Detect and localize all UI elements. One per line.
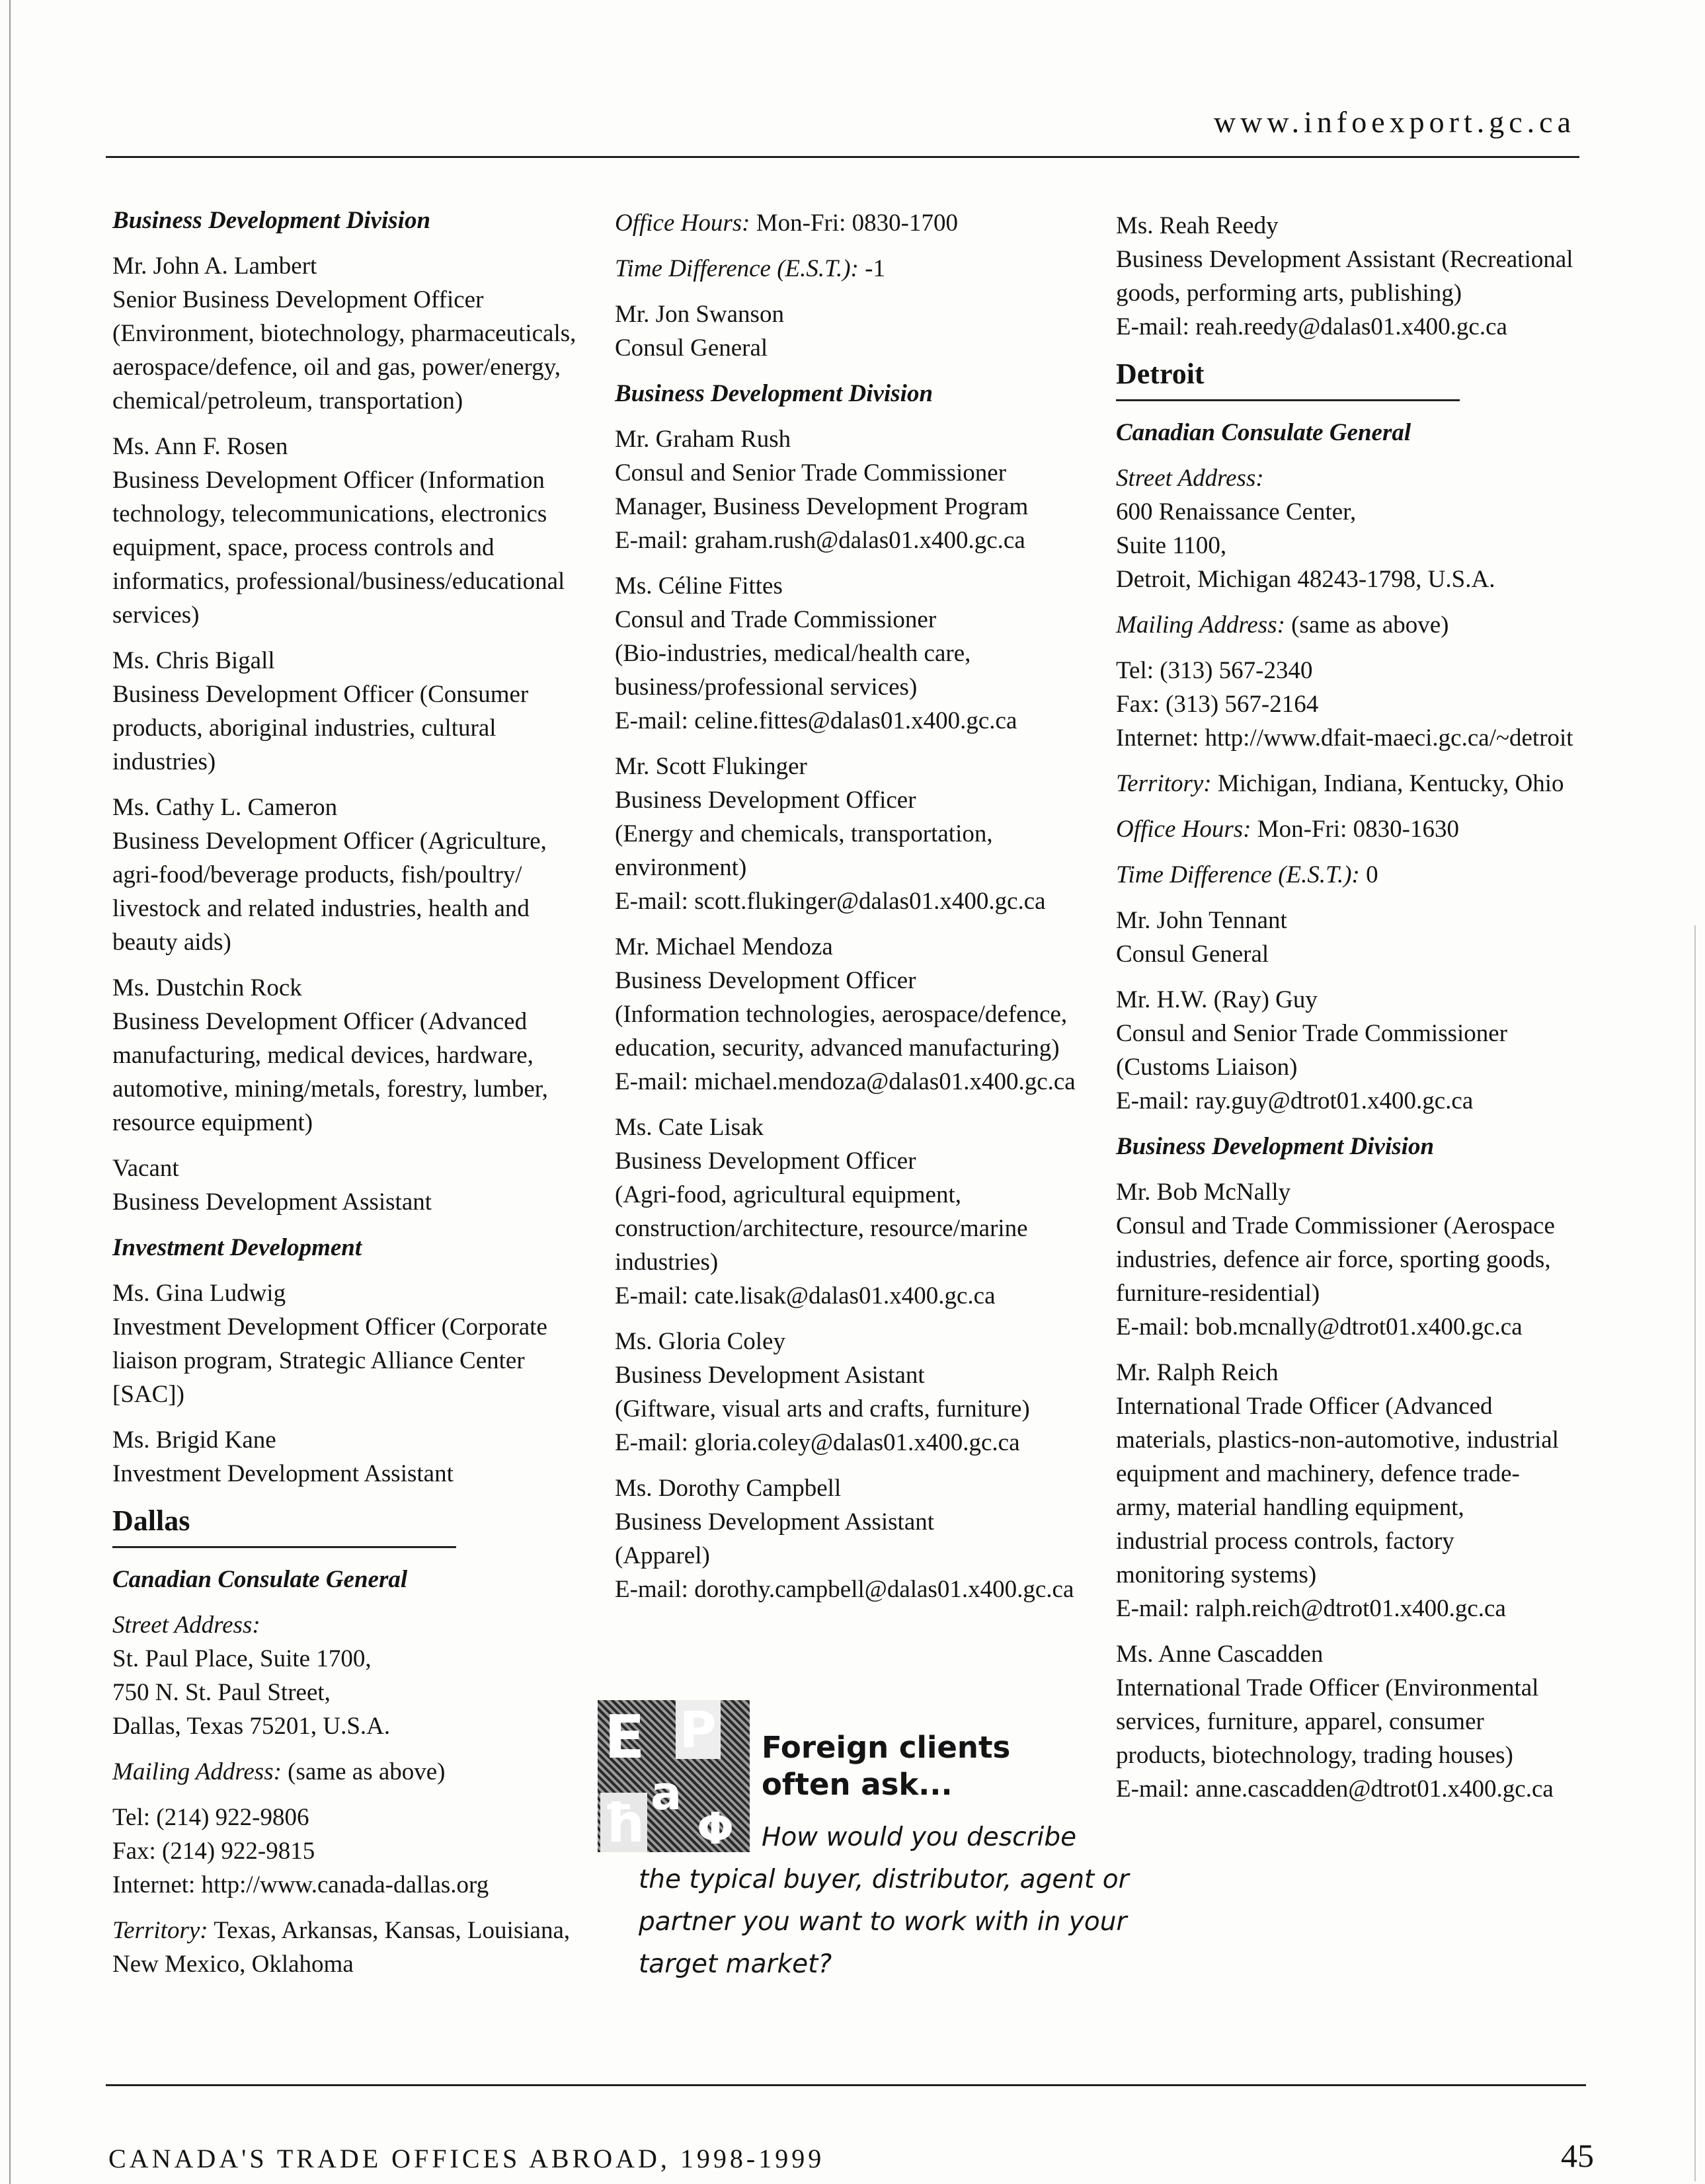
text-line: industries, defence air force, sporting goods, [1116, 1246, 1551, 1273]
street-address-label: Street Address: [1116, 465, 1264, 492]
text-line: E-mail: michael.mendoza@dalas01.x400.gc.ca [615, 1068, 1076, 1095]
text-line: equipment, space, process controls and [112, 534, 495, 561]
text-line: Mr. Scott Flukinger [615, 753, 807, 780]
text-line: Ms. Dustchin Rock [112, 974, 302, 1001]
street-address [1116, 461, 1592, 596]
text-line: materials, plastics-non-automotive, industrial [1116, 1426, 1559, 1454]
mailing-address-value: (same as above) [281, 1758, 446, 1785]
text-line: livestock and related industries, health and [112, 895, 530, 922]
text-line: technology, telecommunications, electronics [112, 500, 547, 527]
callout-question [598, 1816, 1129, 1986]
office-hours-label: Office Hours: [1116, 816, 1251, 843]
text-line: army, material handling equipment, [1116, 1494, 1464, 1521]
text-line: Ms. Cathy L. Cameron [112, 794, 338, 821]
contact-entry [615, 930, 1117, 1099]
text-line: Business Development Officer [615, 787, 916, 814]
street-address-lines [112, 1642, 588, 1743]
text-line: [SAC]) [112, 1381, 184, 1408]
text-line: Mr. John A. Lambert [112, 253, 317, 280]
contact-entry [1116, 983, 1592, 1118]
text-line: Ms. Dorothy Campbell [615, 1475, 842, 1502]
callout-collage-image: E P a ħ Φ [598, 1700, 750, 1852]
consulate-heading: Canadian Consulate General [1116, 419, 1411, 446]
text-line: aerospace/defence, oil and gas, power/energy, [112, 354, 561, 381]
office-hours [615, 206, 1117, 240]
text-line: Consul and Trade Commissioner (Aerospace [1116, 1212, 1555, 1239]
text-line: E-mail: ray.guy@dtrot01.x400.gc.ca [1116, 1087, 1474, 1114]
text-line: (Information technologies, aerospace/defence, [615, 1001, 1068, 1028]
text-line: Ms. Brigid Kane [112, 1426, 276, 1454]
office-hours-value: Mon-Fri: 0830-1630 [1251, 816, 1459, 843]
text-line: Dallas, Texas 75201, U.S.A. [112, 1713, 391, 1740]
contact-entry [615, 569, 1117, 738]
text-line: Mr. Jon Swanson [615, 301, 784, 328]
text-line: business/professional services) [615, 674, 918, 701]
text-line: Business Development Asistant [615, 1362, 925, 1389]
text-line: automotive, mining/metals, forestry, lumber, [112, 1075, 548, 1103]
text-line: chemical/petroleum, transportation) [112, 387, 463, 414]
office-hours-value: Mon-Fri: 0830-1700 [750, 210, 958, 237]
website-url: www.infoexport.gc.ca [1213, 105, 1575, 139]
text-line: Suite 1100, [1116, 532, 1227, 559]
text-line: construction/architecture, resource/marine [615, 1215, 1028, 1242]
callout-title: Foreign clients often ask... [762, 1730, 1011, 1802]
text-line: Mr. John Tennant [1116, 907, 1287, 934]
text-line: (Apparel) [615, 1542, 710, 1569]
text-line: 600 Renaissance Center, [1116, 498, 1357, 526]
text-line: Manager, Business Development Program [615, 493, 1029, 520]
text-line: Fax: (214) 922-9815 [112, 1838, 315, 1865]
text-line: Consul General [615, 334, 768, 362]
territory-label: Territory: [112, 1917, 208, 1944]
text-line: Ms. Chris Bigall [112, 647, 275, 674]
street-address-lines [1116, 495, 1592, 596]
text-line: (Agri-food, agricultural equipment, [615, 1181, 961, 1208]
text-line: Business Development Officer (Consumer [112, 681, 529, 708]
scan-edge-left [9, 0, 11, 2184]
column-3 [1116, 209, 1592, 1818]
time-difference-label: Time Difference (E.S.T.): [1116, 861, 1360, 888]
text-line: resource equipment) [112, 1109, 313, 1136]
text-line: industrial process controls, factory [1116, 1528, 1454, 1555]
time-difference-value: -1 [858, 255, 885, 282]
text-line: 750 N. St. Paul Street, [112, 1679, 331, 1706]
text-line: E-mail: celine.fittes@dalas01.x400.gc.ca [615, 707, 1017, 734]
contact-entry [615, 297, 1117, 365]
consulate-heading: Canadian Consulate General [112, 1566, 408, 1593]
text-line: E-mail: dorothy.campbell@dalas01.x400.gc.ca [615, 1576, 1074, 1603]
contact-entry [112, 971, 588, 1140]
section-heading-bdd: Business Development Division [1116, 1133, 1435, 1160]
text-line: Consul General [1116, 941, 1269, 968]
text-line: beauty aids) [112, 929, 231, 956]
text-line: (Environment, biotechnology, pharmaceuticals, [112, 320, 576, 347]
territory-value: Michigan, Indiana, Kentucky, Ohio [1211, 770, 1564, 797]
text-line: agri-food/beverage products, fish/poultry/ [112, 861, 522, 888]
text-line: Fax: (313) 567-2164 [1116, 691, 1319, 718]
text-line: manufacturing, medical devices, hardware, [112, 1042, 534, 1069]
foreign-clients-callout [598, 1700, 1129, 2011]
text-line: Tel: (313) 567-2340 [1116, 657, 1313, 684]
mailing-address-label: Mailing Address: [1116, 611, 1285, 639]
street-address [112, 1608, 588, 1743]
contact-entry [112, 1423, 588, 1491]
text-line: Detroit, Michigan 48243-1798, U.S.A. [1116, 566, 1495, 593]
text-line: equipment and machinery, defence trade- [1116, 1460, 1520, 1487]
contact-entry [1116, 904, 1592, 971]
text-line: E-mail: cate.lisak@dalas01.x400.gc.ca [615, 1282, 996, 1309]
text-line: partner you want to work with in your [639, 1907, 1127, 1937]
text-line: products, aboriginal industries, cultural [112, 715, 496, 742]
section-heading-bdd: Business Development Division [112, 207, 431, 234]
text-line: Business Development Assistant (Recreational [1116, 246, 1573, 273]
publication-title: CANADA'S TRADE OFFICES ABROAD, 1998-1999 [108, 2144, 825, 2173]
contact-numbers [112, 1801, 588, 1902]
contact-entry [615, 422, 1117, 557]
text-line: E-mail: reah.reedy@dalas01.x400.gc.ca [1116, 313, 1507, 340]
text-line: E-mail: graham.rush@dalas01.x400.gc.ca [615, 527, 1025, 554]
text-line: goods, performing arts, publishing) [1116, 280, 1462, 307]
text-line: target market? [639, 1949, 832, 1979]
text-line: Ms. Cate Lisak [615, 1114, 764, 1141]
text-line: (Customs Liaison) [1116, 1054, 1298, 1081]
text-line: Ms. Gloria Coley [615, 1328, 785, 1355]
text-line: St. Paul Place, Suite 1700, [112, 1645, 372, 1672]
text-line: environment) [615, 854, 747, 881]
mailing-address [112, 1755, 588, 1789]
territory-value-line2: New Mexico, Oklahoma [112, 1951, 354, 1978]
text-line: Consul and Trade Commissioner [615, 606, 937, 633]
text-line: Tel: (214) 922-9806 [112, 1804, 309, 1831]
text-line: (Giftware, visual arts and crafts, furniture) [615, 1395, 1030, 1423]
page-number: 45 [1561, 2137, 1594, 2174]
section-heading-bdd: Business Development Division [615, 380, 933, 407]
time-difference-label: Time Difference (E.S.T.): [615, 255, 859, 282]
text-line: industries) [112, 748, 216, 775]
mailing-address [1116, 608, 1592, 642]
text-line: Internet: http://www.dfait-maeci.gc.ca/~detroit [1116, 724, 1573, 752]
text-line: E-mail: bob.mcnally@dtrot01.x400.gc.ca [1116, 1313, 1523, 1341]
contact-entry [615, 750, 1117, 918]
section-heading-investment: Investment Development [112, 1234, 362, 1261]
territory [1116, 767, 1592, 800]
text-line: industries) [615, 1249, 719, 1276]
contact-entry [112, 249, 588, 418]
contact-entry [615, 1111, 1117, 1313]
text-line: Internet: http://www.canada-dallas.org [112, 1871, 489, 1898]
text-line: liaison program, Strategic Alliance Center [112, 1347, 525, 1374]
text-line: services) [112, 602, 200, 629]
text-line: (Energy and chemicals, transportation, [615, 820, 993, 847]
contact-entry [615, 1325, 1117, 1460]
contact-entry [1116, 1356, 1592, 1625]
text-line: Business Development Assistant [615, 1508, 935, 1536]
text-line: Ms. Gina Ludwig [112, 1280, 286, 1307]
office-hours [1116, 812, 1592, 846]
column-2 [615, 206, 1117, 1618]
territory-value: Texas, Arkansas, Kansas, Louisiana, [208, 1917, 571, 1944]
column-1 [112, 204, 588, 1993]
text-line: Investment Development Officer (Corporate [112, 1313, 547, 1341]
contact-entry [112, 430, 588, 632]
text-line: the typical buyer, distributor, agent or [639, 1865, 1129, 1894]
text-line: Business Development Officer [615, 967, 916, 994]
text-line: education, security, advanced manufacturing) [615, 1034, 1060, 1062]
office-hours-label: Office Hours: [615, 210, 750, 237]
text-line: Mr. Ralph Reich [1116, 1359, 1279, 1386]
text-line: International Trade Officer (Advanced [1116, 1393, 1493, 1420]
territory-label: Territory: [1116, 770, 1212, 797]
text-line: E-mail: ralph.reich@dtrot01.x400.gc.ca [1116, 1595, 1506, 1622]
contact-numbers [1116, 654, 1592, 755]
text-line: Consul and Senior Trade Commissioner [1116, 1020, 1508, 1047]
text-line: Ms. Anne Cascadden [1116, 1641, 1324, 1668]
text-line: monitoring systems) [1116, 1561, 1317, 1588]
text-line: International Trade Officer (Environmental [1116, 1674, 1539, 1701]
time-difference [615, 252, 1117, 286]
text-line: Investment Development Assistant [112, 1460, 454, 1487]
text-line: informatics, professional/business/educational [112, 568, 565, 595]
contact-entry [112, 791, 588, 959]
territory [112, 1914, 588, 1981]
text-line: Mr. Michael Mendoza [615, 933, 833, 960]
city-heading-detroit: Detroit [1116, 356, 1460, 401]
contact-entry [112, 1151, 588, 1219]
text-line: Mr. Bob McNally [1116, 1179, 1291, 1206]
scan-edge-right [1694, 925, 1696, 2181]
contact-entry [1116, 1175, 1592, 1344]
contact-entry [112, 644, 588, 779]
text-line: Mr. H.W. (Ray) Guy [1116, 986, 1318, 1013]
text-line: Business Development Officer [615, 1148, 916, 1175]
text-line: Business Development Officer (Information [112, 467, 545, 494]
text-line: Business Development Officer (Agriculture, [112, 828, 547, 855]
text-line: Business Development Assistant [112, 1189, 432, 1216]
contact-entry [112, 1276, 588, 1411]
contact-entry [615, 1471, 1117, 1606]
time-difference [1116, 858, 1592, 892]
text-line: furniture-residential) [1116, 1280, 1320, 1307]
text-line: services, furniture, apparel, consumer [1116, 1708, 1484, 1735]
text-line: products, biotechnology, trading houses) [1116, 1742, 1513, 1769]
street-address-label: Street Address: [112, 1612, 260, 1639]
text-line: Business Development Officer (Advanced [112, 1008, 528, 1035]
text-line: Senior Business Development Officer [112, 286, 484, 313]
text-line: (Bio-industries, medical/health care, [615, 640, 971, 667]
text-line: Vacant [112, 1155, 179, 1182]
time-difference-value: 0 [1359, 861, 1378, 888]
text-line: E-mail: gloria.coley@dalas01.x400.gc.ca [615, 1429, 1020, 1456]
text-line: How would you describe [762, 1822, 1077, 1852]
contact-entry [1116, 209, 1592, 344]
mailing-address-label: Mailing Address: [112, 1758, 282, 1785]
text-line: Ms. Ann F. Rosen [112, 433, 288, 460]
text-line: E-mail: scott.flukinger@dalas01.x400.gc.ca [615, 888, 1046, 915]
text-line: Ms. Reah Reedy [1116, 212, 1279, 239]
mailing-address-value: (same as above) [1285, 611, 1449, 639]
city-heading-dallas: Dallas [112, 1502, 456, 1548]
text-line: Consul and Senior Trade Commissioner [615, 459, 1007, 487]
top-rule [106, 156, 1579, 158]
text-line: Ms. Céline Fittes [615, 572, 783, 600]
text-line: Mr. Graham Rush [615, 426, 791, 453]
bottom-rule [106, 2084, 1586, 2086]
text-line: E-mail: anne.cascadden@dtrot01.x400.gc.ca [1116, 1775, 1554, 1803]
contact-entry [1116, 1637, 1592, 1806]
